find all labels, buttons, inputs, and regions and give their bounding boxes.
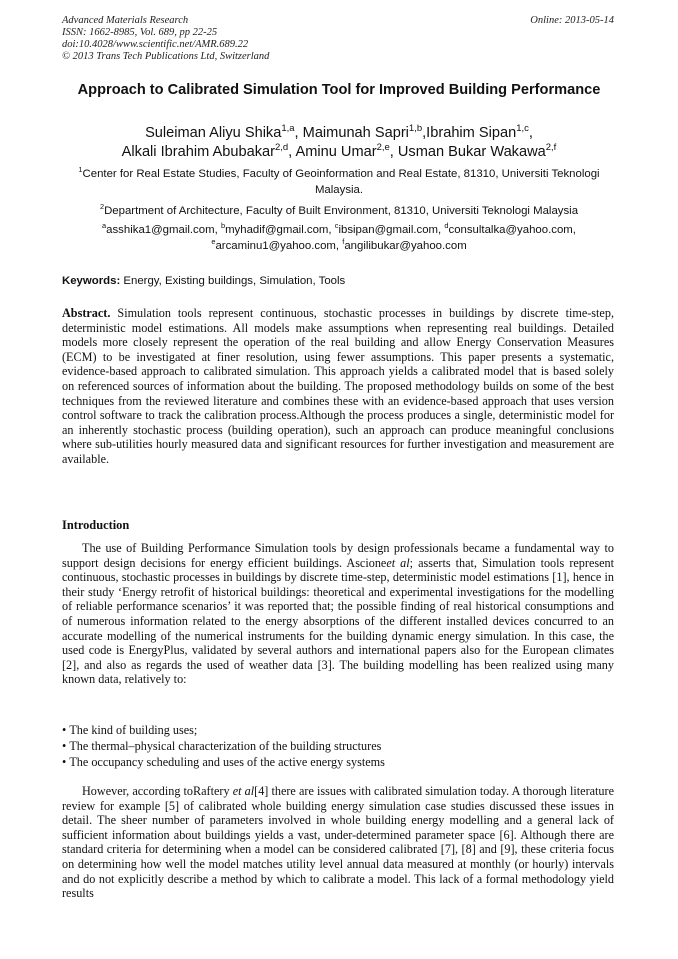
introduction-paragraph-1 [62,541,614,687]
list-item: • The thermal–physical characterization of the building structures [62,738,614,754]
keywords-label: Keywords: [62,275,121,287]
email-separator: , [328,224,335,236]
author-name: Aminu Umar [295,144,377,160]
affiliation-mark: 1 [78,165,83,175]
author-affiliation-mark: 2,f [545,142,557,154]
author-list [60,124,618,162]
email-address[interactable]: ibsipan@gmail.com [338,224,439,236]
doi-line: doi:10.4028/www.scientific.net/AMR.689.22 [62,39,249,50]
affiliation-text: Center for Real Estate Studies, Faculty of Geoinformation and Real Estate, 81310, Universiti Teknologi Malaysia. [82,168,600,196]
email-address[interactable]: myhadif@gmail.com [225,224,329,236]
email-mark: f [342,237,345,247]
paragraph-emphasis: et al [386,555,410,570]
email-address[interactable]: asshika1@gmail.com [106,224,215,236]
email-address[interactable]: arcaminu1@yahoo.com [215,240,336,252]
email-mark: e [211,237,216,247]
email-separator: , [438,224,445,236]
affiliation-mark: 2 [99,202,105,212]
affiliation [60,203,618,219]
issn-line: ISSN: 1662-8985, Vol. 689, pp 22-25 [62,27,218,38]
author-name: Suleiman Aliyu Shika [145,125,282,141]
email-mark: d [444,221,449,231]
author-separator: , [389,144,398,160]
journal-name: Advanced Materials Research [62,15,189,26]
author-separator: , [528,125,533,141]
author-affiliation-mark: 1,a [281,123,295,135]
abstract-text: Simulation tools represent continuous, stochastic processes in buildings by discrete time-step, deterministic model estimations. All models make assumptions when representing real buildings. Detailed models more closely represent the operation of the real building and allow Energy Conservation Measures (ECM) to be investigated at finer resolution, using fewer assumptions. This paper presents a systematic, evidence-based approach to calibrated simulation. This approach yields a calibrated model that is based solely on referenced sources of information about the building. The proposed methodology builds on some of the best techniques from the reviewed literature and combines these with an evidence-based approach that uses version control software to track the calibration process.Although the process produces a single, deterministic model for an inherently stochastic process (building operation), such an approach can produce meaningful conclusions where sub-utilities hourly measured data and significant resources for further investigation and measurement are available. [62,306,614,466]
abstract-label: Abstract. [62,306,111,320]
list-item: • The occupancy scheduling and uses of the active energy systems [62,754,614,770]
paragraph-text: ; asserts that, Simulation tools represent continuous, stochastic processes in buildings by discrete time-step, deterministic model estimations [1], hence in their study ‘Energy retrofit of historical buildings: theoretical and experimental investigations for the modelling of reliable performance scenarios’ it was reported that; the possible finding of real historical consumptions and of numerous information related to the energy absorptions of the different installed devices concurred to an accurate modelling of the numerical instruments for the building dynamic energy simulation. In this case, the used code is EnergyPlus, validated by several authors and international papers also for the European climates [2], and also as regards the used of weather data [3]. The building modelling has been realized using many known data, relatively to: [62,555,614,687]
email-mark: b [220,221,226,231]
introduction-heading: Introduction [62,518,130,532]
author-name: Usman Bukar Wakawa [397,144,546,160]
email-separator: , [214,224,221,236]
author-affiliation-mark: 1,c [516,123,529,135]
author-separator: , [422,125,427,141]
author-affiliation-mark: 2,e [376,142,390,154]
introduction-paragraph-2 [62,784,614,901]
author-name: Alkali Ibrahim Abubakar [121,144,275,160]
paper-title: Approach to Calibrated Simulation Tool for Improved Building Performance [77,82,601,98]
author-separator: , [294,125,303,141]
author-name: Ibrahim Sipan [426,125,517,141]
online-date: Online: 2013-05-14 [530,15,614,26]
author-separator: , [288,144,296,160]
paragraph-text: However, according toRaftery [82,784,233,798]
author-affiliation-mark: 2,d [274,142,289,154]
author-affiliation-mark: 1,b [408,123,423,135]
paragraph-text: The use of Building Performance Simulation tools by design professionals became a fundamental way to support design decisions for energy efficient buildings. Ascione [62,541,614,570]
building-data-list [62,722,614,770]
author-name: Maimunah Sapri [302,125,409,141]
email-separator: , [572,224,576,236]
paragraph-emphasis: et al [232,784,255,798]
affiliation-text: Department of Architecture, Faculty of Built Environment, 81310, Universiti Teknologi Malaysia [104,205,579,217]
email-address[interactable]: consultalka@yahoo.com [448,224,573,236]
abstract-paragraph [62,306,614,467]
email-mark: a [102,221,107,231]
paragraph-text: [4] there are issues with calibrated simulation today. A thorough literature review for example [5] of calibrated whole building energy simulation case studies discussed these issues in detail. The sheer number of parameters involved in whole building energy modelling and a general lack of sufficient information about buildings yields a vast, under-determined parameter space [6]. Although there are standard criteria for determining when a model can be considered calibrated [7], [8] and [9], these criteria focus on determining how well the model matches utility level annual data measured at monthly (or hourly) intervals and do not explicitly describe a method by which to calibrate a model. This lack of a formal methodology yield results [62,784,614,901]
email-list [60,222,618,254]
list-item: • The kind of building uses; [62,722,614,738]
copyright-line: © 2013 Trans Tech Publications Ltd, Switzerland [62,51,270,62]
keywords-line [62,273,345,289]
email-separator: , [335,240,343,252]
journal-header [62,15,269,63]
keywords-text: Energy, Existing buildings, Simulation, Tools [120,275,346,287]
email-mark: c [334,221,339,231]
email-address[interactable]: angilibukar@yahoo.com [344,240,467,252]
affiliation [60,166,618,198]
